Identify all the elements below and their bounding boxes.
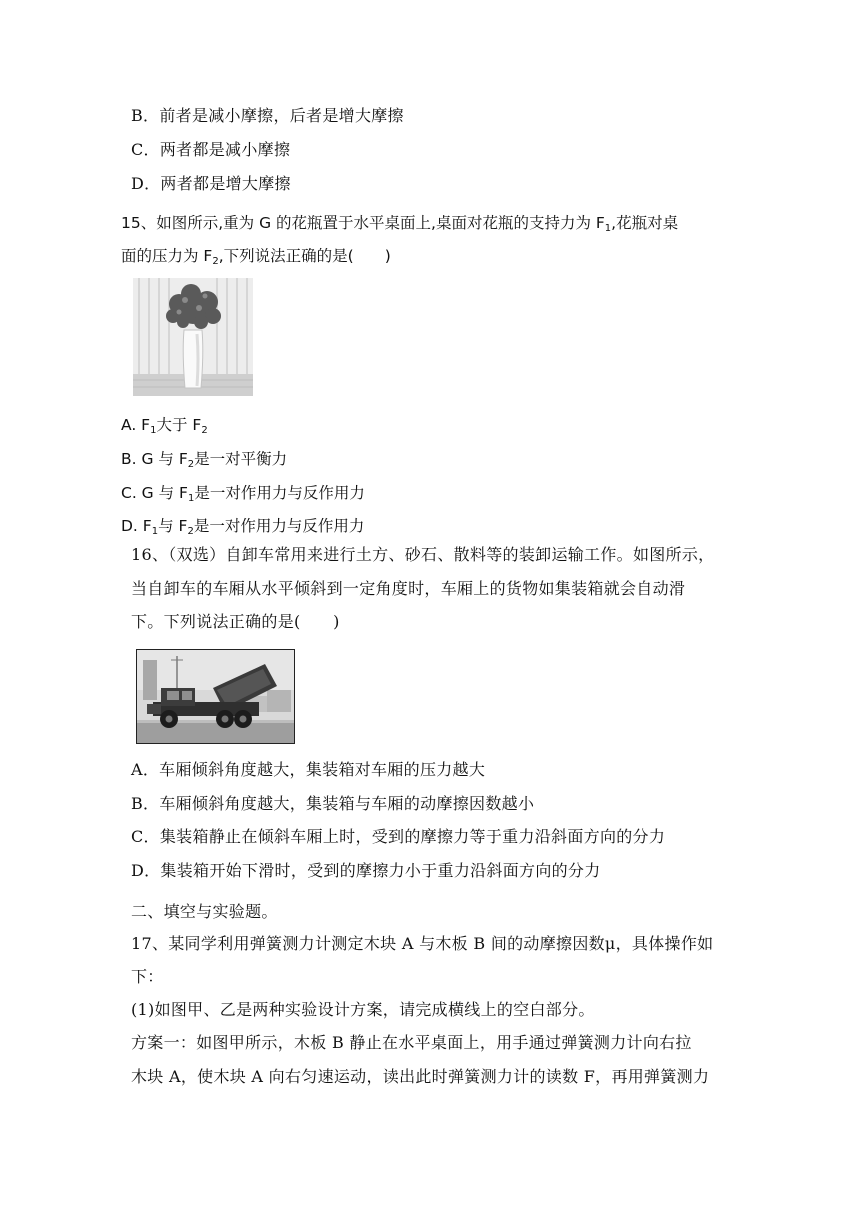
q14-option-b: B．前者是减小摩擦，后者是增大摩擦 (131, 106, 404, 125)
vase-illustration (133, 278, 253, 396)
q17-line5: 木块 A，使木块 A 向右匀速运动，读出此时弹簧测力计的读数 F，再用弹簧测力 (131, 1067, 710, 1086)
q15-option-c: C. G 与 $F_1$是一对作用力与反作用力 (121, 484, 365, 504)
q16-stem-line2: 当自卸车的车厢从水平倾斜到一定角度时，车厢上的货物如集装箱就会自动滑 (131, 579, 686, 598)
q17-line1: 17、某同学利用弹簧测力计测定木块 A 与木板 B 间的动摩擦因数μ，具体操作如 (131, 934, 714, 953)
section-heading: 二、填空与实验题。 (131, 902, 278, 921)
q15-option-b: B. G 与 $F_2$是一对平衡力 (121, 450, 288, 470)
q15-option-d: D. $F_1$与 $F_2$是一对作用力与反作用力 (121, 517, 365, 537)
dump-truck-illustration (137, 650, 294, 743)
q16-stem-line1: 16、（双选）自卸车常用来进行土方、砂石、散料等的装卸运输工作。如图所示， (131, 545, 715, 564)
q15-stem-line2: 面的压力为 $F_2$,下列说法正确的是( ) (121, 247, 391, 267)
q16-option-b: B．车厢倾斜角度越大，集装箱与车厢的动摩擦因数越小 (131, 794, 535, 813)
dump-truck-image (136, 649, 295, 744)
q17-line3: (1)如图甲、乙是两种实验设计方案，请完成横线上的空白部分。 (131, 1000, 595, 1019)
q16-stem-line3: 下。下列说法正确的是( ) (131, 612, 340, 631)
q15-option-a: A. $F_1$大于 $F_2$ (121, 416, 208, 436)
q17-line4: 方案一：如图甲所示，木板 B 静止在水平桌面上，用手通过弹簧测力计向右拉 (131, 1033, 692, 1052)
vase-image (133, 278, 253, 396)
q14-option-d: D．两者都是增大摩擦 (131, 174, 291, 193)
q16-option-d: D．集装箱开始下滑时，受到的摩擦力小于重力沿斜面方向的分力 (131, 861, 601, 880)
q17-line2: 下： (131, 967, 164, 986)
q16-option-c: C．集装箱静止在倾斜车厢上时，受到的摩擦力等于重力沿斜面方向的分力 (131, 827, 666, 846)
q15-stem-line1: 15、如图所示,重为 G 的花瓶置于水平桌面上,桌面对花瓶的支持力为 $F_1$,花瓶对桌 (121, 214, 679, 234)
q14-option-c: C．两者都是减小摩擦 (131, 140, 291, 159)
q16-option-a: A．车厢倾斜角度越大，集装箱对车厢的压力越大 (131, 760, 486, 779)
